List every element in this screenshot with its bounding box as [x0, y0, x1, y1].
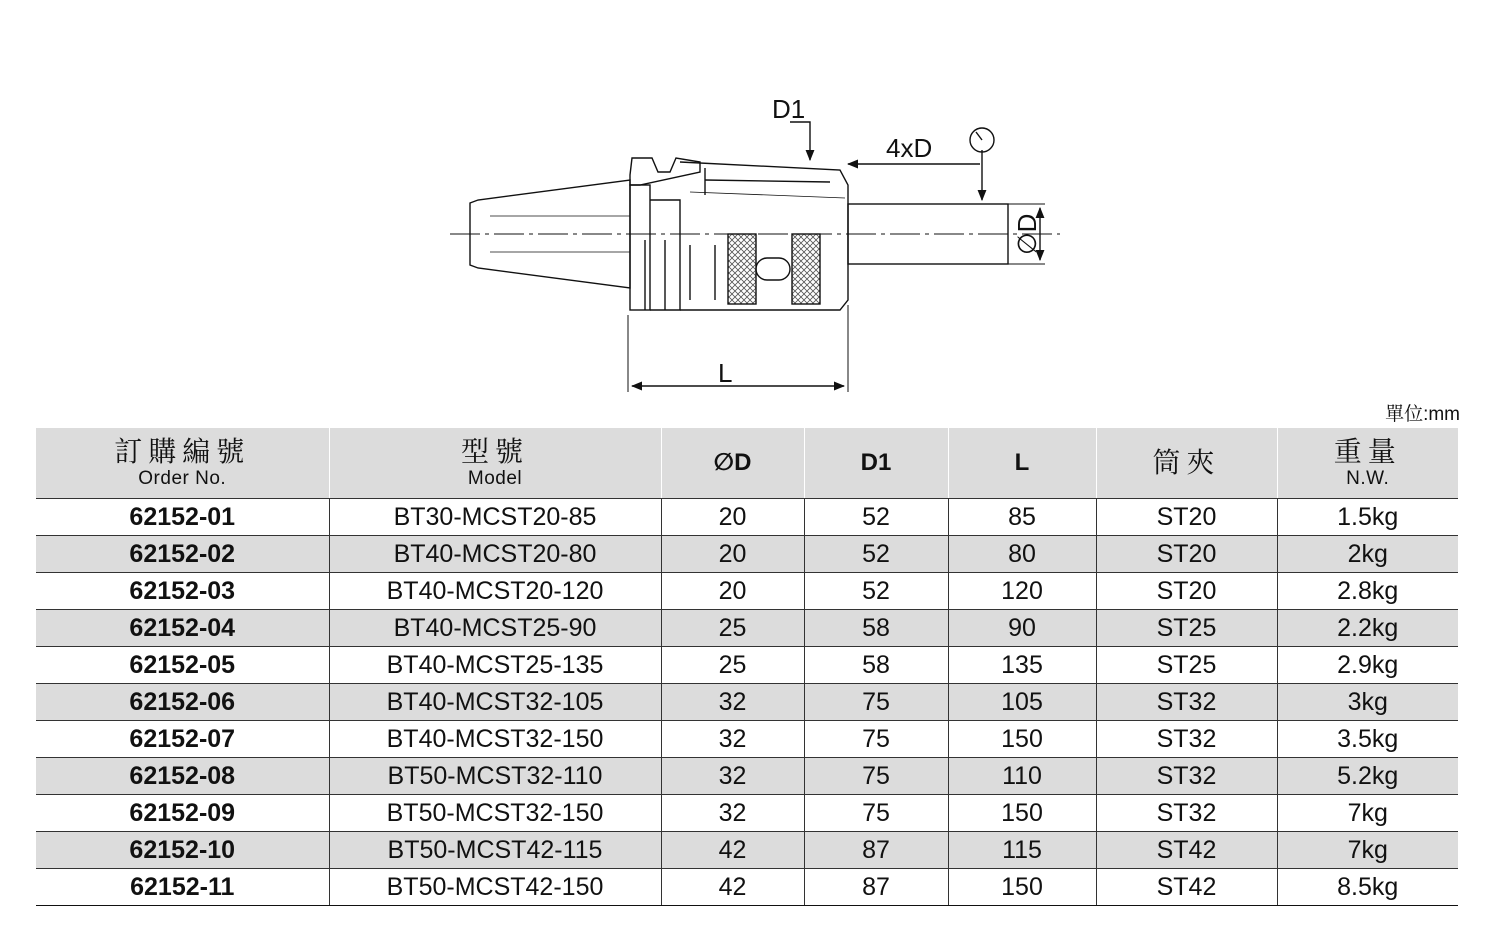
- weight-cell: 7kg: [1277, 795, 1458, 832]
- diameter-cell: 20: [661, 499, 804, 536]
- collet-cell: ST20: [1096, 499, 1277, 536]
- diameter-cell: 42: [661, 869, 804, 906]
- weight-cell: 2.8kg: [1277, 573, 1458, 610]
- d1-cell: 75: [804, 795, 948, 832]
- collet-cell: ST25: [1096, 610, 1277, 647]
- collet-cell: ST32: [1096, 758, 1277, 795]
- header-length: [948, 428, 1096, 499]
- model-cell: BT30-MCST20-85: [329, 499, 661, 536]
- table-row: [36, 499, 1458, 536]
- d1-cell: 75: [804, 684, 948, 721]
- spec-table: [36, 428, 1458, 906]
- table-row: [36, 647, 1458, 684]
- order-no-cell: 62152-04: [36, 610, 329, 647]
- table-row: [36, 684, 1458, 721]
- unit-note: 單位:mm: [1385, 404, 1460, 425]
- d1-cell: 58: [804, 610, 948, 647]
- weight-cell: 5.2kg: [1277, 758, 1458, 795]
- length-label: L: [718, 358, 733, 388]
- d1-cell: 75: [804, 721, 948, 758]
- model-cell: BT40-MCST20-80: [329, 536, 661, 573]
- header-weight-cn: 重量: [1333, 435, 1402, 467]
- table-row: [36, 758, 1458, 795]
- header-order-no-cn: 訂購編號: [114, 435, 251, 467]
- header-collet-label: 筒夾: [1152, 446, 1221, 478]
- length-cell: 105: [948, 684, 1096, 721]
- table-row: [36, 869, 1458, 906]
- weight-cell: 8.5kg: [1277, 869, 1458, 906]
- collet-cell: ST20: [1096, 573, 1277, 610]
- header-model-cn: 型號: [460, 435, 529, 467]
- diameter-cell: 20: [661, 536, 804, 573]
- length-cell: 90: [948, 610, 1096, 647]
- model-cell: BT50-MCST32-150: [329, 795, 661, 832]
- d1-cell: 87: [804, 832, 948, 869]
- diameter-cell: 32: [661, 684, 804, 721]
- order-no-cell: 62152-03: [36, 573, 329, 610]
- weight-cell: 2.9kg: [1277, 647, 1458, 684]
- weight-cell: 3kg: [1277, 684, 1458, 721]
- header-order-no: [36, 428, 329, 499]
- diameter-cell: 20: [661, 573, 804, 610]
- diameter-cell: 25: [661, 647, 804, 684]
- model-cell: BT40-MCST32-105: [329, 684, 661, 721]
- diameter-label: ∅D: [1012, 213, 1042, 255]
- header-diameter-label: ∅D: [713, 449, 752, 477]
- diameter-cell: 32: [661, 758, 804, 795]
- length-cell: 80: [948, 536, 1096, 573]
- collet-cell: ST25: [1096, 647, 1277, 684]
- table-row: [36, 610, 1458, 647]
- length-cell: 135: [948, 647, 1096, 684]
- table-row: [36, 573, 1458, 610]
- length-cell: 150: [948, 721, 1096, 758]
- d1-cell: 75: [804, 758, 948, 795]
- collet-cell: ST32: [1096, 684, 1277, 721]
- length-cell: 150: [948, 795, 1096, 832]
- header-length-label: L: [1014, 449, 1030, 477]
- order-no-cell: 62152-10: [36, 832, 329, 869]
- weight-cell: 7kg: [1277, 832, 1458, 869]
- length-cell: 110: [948, 758, 1096, 795]
- model-cell: BT40-MCST25-135: [329, 647, 661, 684]
- order-no-cell: 62152-06: [36, 684, 329, 721]
- d1-cell: 52: [804, 536, 948, 573]
- header-weight: [1277, 428, 1458, 499]
- header-model: [329, 428, 661, 499]
- weight-cell: 3.5kg: [1277, 721, 1458, 758]
- header-diameter: [661, 428, 804, 499]
- diameter-cell: 42: [661, 832, 804, 869]
- model-cell: BT50-MCST42-150: [329, 869, 661, 906]
- weight-cell: 2.2kg: [1277, 610, 1458, 647]
- table-row: [36, 832, 1458, 869]
- collet-cell: ST42: [1096, 832, 1277, 869]
- collet-cell: ST42: [1096, 869, 1277, 906]
- order-no-cell: 62152-05: [36, 647, 329, 684]
- table-header-row: [36, 428, 1458, 499]
- model-cell: BT50-MCST42-115: [329, 832, 661, 869]
- order-no-cell: 62152-01: [36, 499, 329, 536]
- header-weight-en: N.W.: [1346, 468, 1390, 490]
- projection-label: 4xD: [886, 133, 933, 163]
- order-no-cell: 62152-02: [36, 536, 329, 573]
- header-model-en: Model: [467, 468, 523, 490]
- order-no-cell: 62152-07: [36, 721, 329, 758]
- d1-cell: 58: [804, 647, 948, 684]
- collet-cell: ST32: [1096, 795, 1277, 832]
- model-cell: BT40-MCST20-120: [329, 573, 661, 610]
- d1-label: D1: [772, 94, 806, 124]
- header-collet: [1096, 428, 1277, 499]
- order-no-cell: 62152-08: [36, 758, 329, 795]
- table-row: [36, 536, 1458, 573]
- order-no-cell: 62152-09: [36, 795, 329, 832]
- model-cell: BT40-MCST25-90: [329, 610, 661, 647]
- header-d1-label: D1: [860, 449, 892, 477]
- diameter-cell: 32: [661, 721, 804, 758]
- weight-cell: 1.5kg: [1277, 499, 1458, 536]
- order-no-cell: 62152-11: [36, 869, 329, 906]
- d1-cell: 87: [804, 869, 948, 906]
- header-order-no-en: Order No.: [138, 468, 227, 490]
- table-row: [36, 795, 1458, 832]
- diameter-cell: 25: [661, 610, 804, 647]
- d1-cell: 52: [804, 499, 948, 536]
- length-cell: 85: [948, 499, 1096, 536]
- table-row: [36, 721, 1458, 758]
- table-body: [36, 499, 1458, 906]
- collet-cell: ST32: [1096, 721, 1277, 758]
- weight-cell: 2kg: [1277, 536, 1458, 573]
- length-cell: 150: [948, 869, 1096, 906]
- length-cell: 120: [948, 573, 1096, 610]
- d1-cell: 52: [804, 573, 948, 610]
- collet-cell: ST20: [1096, 536, 1277, 573]
- header-d1: [804, 428, 948, 499]
- length-cell: 115: [948, 832, 1096, 869]
- tool-holder-drawing: [0, 0, 1496, 420]
- diameter-cell: 32: [661, 795, 804, 832]
- model-cell: BT40-MCST32-150: [329, 721, 661, 758]
- model-cell: BT50-MCST32-110: [329, 758, 661, 795]
